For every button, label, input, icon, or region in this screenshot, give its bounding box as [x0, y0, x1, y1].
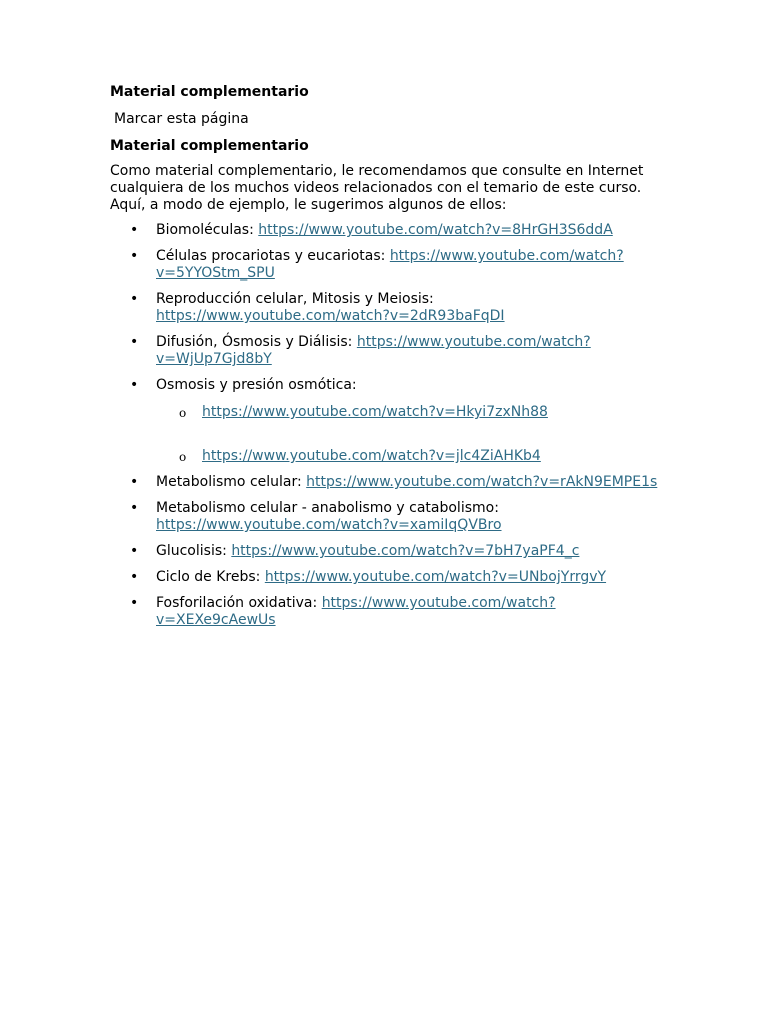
bullet-icon: • [130, 569, 139, 585]
bullet-icon: • [130, 377, 139, 393]
bullet-icon: • [130, 334, 139, 350]
video-link[interactable]: https://www.youtube.com/watch?v=jlc4ZiAHKb4 [202, 448, 541, 464]
sub-list-item [156, 404, 670, 421]
topic-label: Biomoléculas: [156, 222, 259, 238]
sub-list [156, 404, 670, 465]
bullet-icon: • [130, 474, 139, 490]
topic-label: Metabolismo celular - anabolismo y catabolismo: [156, 500, 499, 516]
list-item [110, 569, 670, 586]
video-link[interactable]: https://www.youtube.com/watch?v=8HrGH3S6ddA [258, 222, 613, 238]
topic-label: Células procariotas y eucariotas: [156, 248, 390, 264]
intro-line: Como material complementario, le recomendamos que consulte en Internet [110, 163, 644, 179]
bullet-icon: • [130, 595, 139, 611]
video-link[interactable]: https://www.youtube.com/watch?v=xamiIqQVBro [156, 517, 502, 533]
list-item [110, 291, 670, 325]
main-content [110, 83, 670, 629]
sub-list-item [156, 448, 670, 465]
topic-label: Osmosis y presión osmótica: [156, 377, 357, 393]
list-item [110, 248, 670, 282]
page-title: Material complementario [110, 84, 309, 100]
list-item [110, 595, 670, 629]
list-item [110, 222, 670, 239]
bullet-icon: • [130, 222, 139, 238]
bullet-icon: • [130, 291, 139, 307]
topic-label: Fosforilación oxidativa: [156, 595, 322, 611]
video-link[interactable]: https://www.youtube.com/watch?v=UNbojYrrgvY [264, 569, 607, 585]
list-item [110, 500, 670, 534]
list-item [110, 334, 670, 368]
video-link[interactable]: https://www.youtube.com/watch?v=2dR93baFqDI [156, 308, 505, 324]
topic-label: Difusión, Ósmosis y Diálisis: [156, 334, 357, 350]
bullet-icon: • [130, 543, 139, 559]
video-link[interactable]: https://www.youtube.com/watch?v=rAkN9EMPE1s [306, 474, 658, 490]
section-title: Material complementario [110, 138, 309, 154]
video-link-text: https://www.youtube.com/watch?v=5YYOStm_SPU [156, 248, 624, 281]
intro-line: Aquí, a modo de ejemplo, le sugerimos algunos de ellos: [110, 197, 507, 213]
topic-label: Ciclo de Krebs: [156, 569, 265, 585]
list-item [110, 474, 670, 491]
mark-page-link[interactable]: Marcar esta página [114, 111, 249, 127]
bullet-icon: • [130, 500, 139, 516]
circle-bullet-icon: o [179, 406, 187, 420]
bullet-icon: • [130, 248, 139, 264]
video-link[interactable]: https://www.youtube.com/watch?v=7bH7yaPF4_c [231, 543, 580, 559]
video-link[interactable]: https://www.youtube.com/watch?v=XEXe9cAewUs [156, 595, 556, 628]
topic-label: Metabolismo celular: [156, 474, 307, 490]
list-item [110, 543, 670, 560]
video-link[interactable]: https://www.youtube.com/watch?v=WjUp7Gjd8bY [156, 334, 591, 367]
video-link[interactable]: https://www.youtube.com/watch?v=Hkyi7zxNh88 [202, 404, 548, 420]
intro-line: cualquiera de los muchos videos relacionados con el temario de este curso. [110, 180, 642, 196]
topic-label: Glucolisis: [156, 543, 232, 559]
list-item [110, 377, 670, 465]
topic-label: Reproducción celular, Mitosis y Meiosis: [156, 291, 434, 307]
circle-bullet-icon: o [179, 450, 187, 464]
video-list [110, 222, 670, 629]
intro-paragraph [110, 163, 670, 214]
